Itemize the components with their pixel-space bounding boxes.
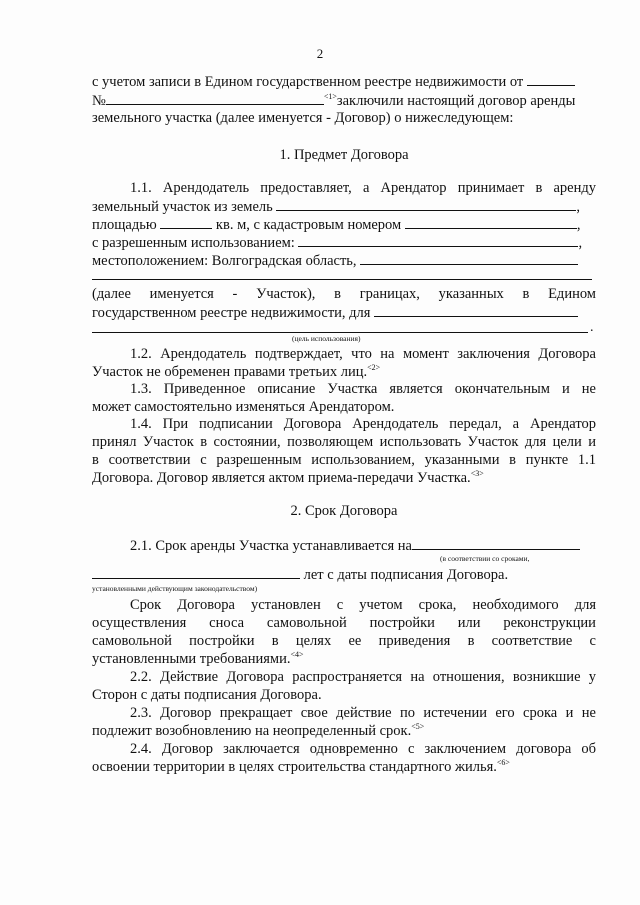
- p14-line-2: принял Участок в состоянии, позволяющем использовать Участок для цели и: [92, 434, 596, 450]
- blank-line: [92, 279, 592, 280]
- p11-line-3: площадью кв. м, с кадастровым номером ,: [92, 217, 581, 233]
- p23-line-2: подлежит возобновлению на неопределенный срок.$^{<5>}$: [92, 722, 425, 739]
- p22-line-2: Сторон с даты подписания Договора.: [92, 687, 322, 703]
- period: .: [590, 320, 594, 335]
- footnote-ref: <5>: [411, 722, 425, 731]
- p11-line-7: государственном реестре недвижимости, для: [92, 304, 596, 321]
- footnote-ref: <3>: [470, 469, 484, 478]
- p11-line-1: 1.1. Арендодатель предоставляет, а Арендатор принимает в аренду: [130, 180, 596, 196]
- page-number: 2: [316, 46, 324, 61]
- p21b-line-2: осуществления сноса самовольной постройки или реконструкции: [92, 615, 596, 631]
- section-1-heading: 1. Предмет Договора: [279, 147, 409, 163]
- p22-line-1: 2.2. Действие Договора распространяется на отношения, возникшие у: [130, 669, 596, 685]
- p14-line-1: 1.4. При подписании Договора Арендодатель передал, а Арендатор: [130, 416, 596, 432]
- p11-line-5: местоположением: Волгоградская область,: [92, 252, 596, 269]
- p21b-line-3: самовольной постройки в целях ее приведения в соответствие с: [92, 633, 596, 649]
- blank-line: [92, 332, 588, 333]
- note-law: установленными действующим законодательством): [92, 584, 258, 593]
- p14-line-3: в соответствии с разрешенным использованием, указанными в пункте 1.1: [92, 452, 596, 468]
- p21-line-1: 2.1. Срок аренды Участка устанавливается на: [130, 537, 596, 554]
- intro-line-1: с учетом записи в Едином государственном реестре недвижимости от: [92, 73, 596, 90]
- p12-line-2: Участок не обременен правами третьих лиц.$^{<2>}$: [92, 363, 381, 380]
- footnote-ref: <1>: [323, 92, 337, 101]
- p14-line-4: Договора. Договор является актом приема-передачи Участка.$^{<3>}$: [92, 469, 484, 486]
- p11-line-4: с разрешенным использованием: ,: [92, 235, 583, 251]
- p24-line-1: 2.4. Договор заключается одновременно с заключением договора об: [130, 741, 596, 757]
- p13-line-1: 1.3. Приведенное описание Участка является окончательным и не: [130, 381, 596, 397]
- p11-line-2: земельный участок из земель ,: [92, 199, 580, 215]
- footnote-ref: <2>: [367, 363, 381, 372]
- p13-line-2: может самостоятельно изменяться Арендатором.: [92, 399, 395, 415]
- footnote-ref: <4>: [290, 650, 304, 659]
- p12-line-1: 1.2. Арендодатель подтверждает, что на момент заключения Договора: [130, 346, 596, 362]
- p11-line-6: (далее именуется - Участок), в границах, указанных в Едином: [92, 286, 596, 302]
- section-2-heading: 2. Срок Договора: [290, 503, 398, 519]
- footnote-ref: <6>: [496, 758, 510, 767]
- intro-line-2: № $^{<1>}$заключили настоящий договор аренды: [92, 92, 576, 109]
- p23-line-1: 2.3. Договор прекращает свое действие по истечении его срока и не: [130, 705, 596, 721]
- note-purpose: (цель использования): [292, 334, 361, 343]
- intro-line-3: земельного участка (далее именуется - Договор) о нижеследующем:: [92, 110, 514, 126]
- p21b-line-1: Срок Договора установлен с учетом срока, необходимого для: [130, 597, 596, 613]
- note-term: (в соответствии со сроками,: [440, 554, 530, 563]
- p21-line-2: лет с даты подписания Договора.: [92, 566, 596, 583]
- p21b-line-4: установленными требованиями.$^{<4>}$: [92, 650, 304, 667]
- p24-line-2: освоении территории в целях строительства стандартного жилья.$^{<6>}$: [92, 758, 510, 775]
